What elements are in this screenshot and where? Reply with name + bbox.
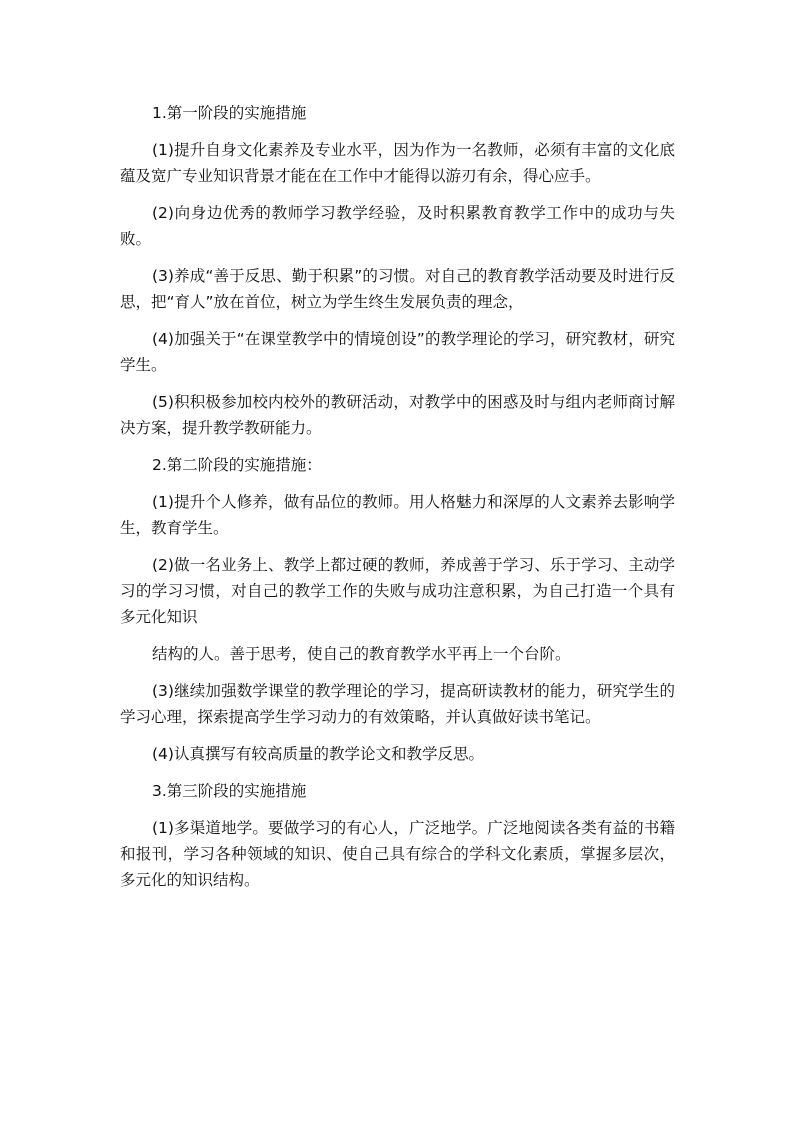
document-body xyxy=(120,100,675,904)
paragraph-stage-2-item-1: (1)提升个人修养，做有品位的教师。用人格魅力和深厚的人文素养去影响学生，教育学生。 xyxy=(120,493,675,537)
paragraph-stage-1-item-4: (4)加强关于“在课堂教学中的情境创设”的教学理论的学习，研究教材，研究学生。 xyxy=(120,330,675,374)
paragraph-stage-1-item-2: (2)向身边优秀的教师学习教学经验，及时积累教育教学工作中的成功与失败。 xyxy=(120,204,675,248)
paragraph-stage-2-item-4: (4)认真撰写有较高质量的教学论文和教学反思。 xyxy=(152,745,484,763)
section-heading-stage-3: 3.第三阶段的实施措施 xyxy=(152,782,307,800)
paragraph-stage-1-item-5: (5)积积极参加校内校外的教研活动，对教学中的困惑及时与组内老师商讨解决方案，提升教学教研能力。 xyxy=(120,393,675,437)
paragraph-stage-2-item-2: (2)做一名业务上、教学上都过硬的教师，养成善于学习、乐于学习、主动学习的学习习惯，对自己的教学工作的失败与成功注意积累，为自己打造一个具有多元化知识 xyxy=(120,556,675,626)
paragraph-stage-1-item-3: (3)养成“善于反思、勤于积累”的习惯。对自己的教育教学活动要及时进行反思，把“育人”放在首位，树立为学生终生发展负责的理念， xyxy=(120,267,675,311)
section-heading-stage-1: 1.第一阶段的实施措施 xyxy=(152,104,307,122)
paragraph-stage-3-item-1: (1)多渠道地学。要做学习的有心人，广泛地学。广泛地阅读各类有益的书籍和报刊，学习各种领域的知识、使自己具有综合的学科文化素质，掌握多层次，多元化的知识结构。 xyxy=(120,819,675,889)
paragraph-stage-2-item-3: (3)继续加强数学课堂的教学理论的学习，提高研读教材的能力，研究学生的学习心理，探索提高学生学习动力的有效策略，并认真做好读书笔记。 xyxy=(120,682,675,726)
paragraph-stage-1-item-1: (1)提升自身文化素养及专业水平，因为作为一名教师，必须有丰富的文化底蕴及宽广专业知识背景才能在在工作中才能得以游刃有余，得心应手。 xyxy=(120,141,675,185)
paragraph-stage-2-item-2-continued: 结构的人。善于思考，使自己的教育教学水平再上一个台阶。 xyxy=(152,645,571,663)
section-heading-stage-2: 2.第二阶段的实施措施： xyxy=(152,456,322,474)
